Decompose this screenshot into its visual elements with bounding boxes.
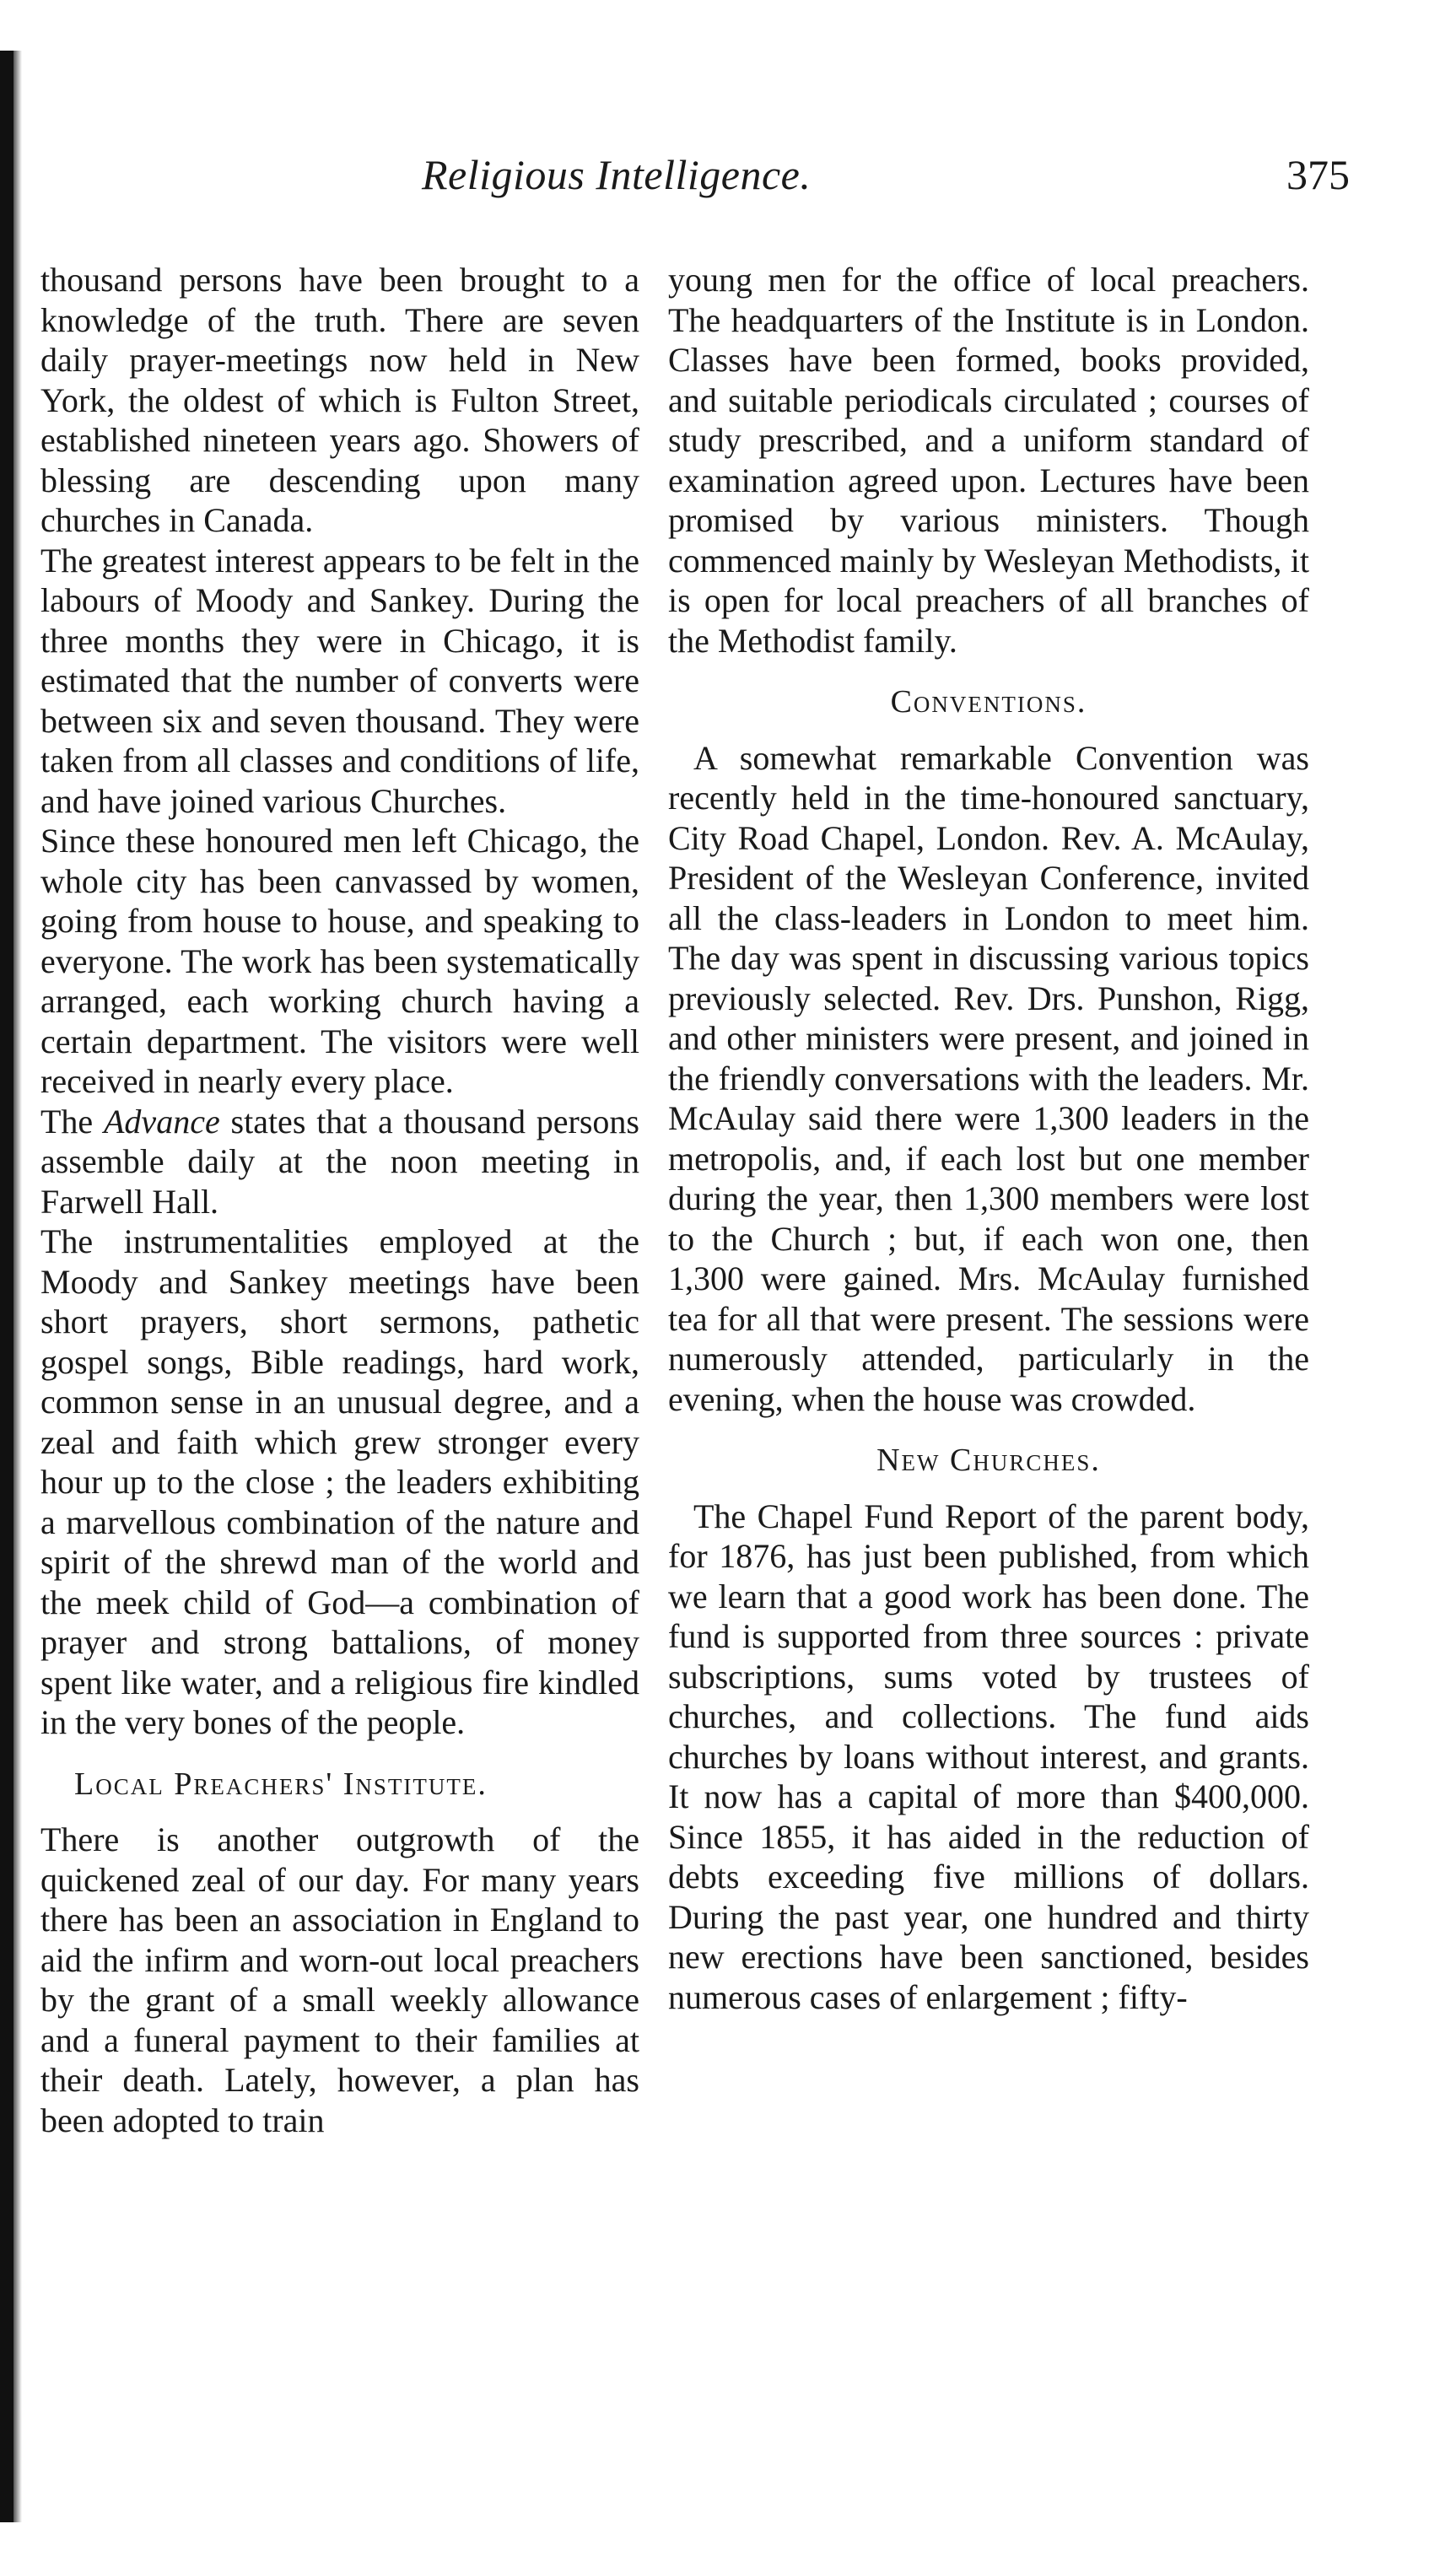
left-paragraph-6: There is another outgrowth of the quickened zeal of our day. For many years there has been an association in England to aid the infirm and worn-out local preachers by the grant of a small weekly allowance and a funeral payment to their families at their death. Lately, however, a plan has been adopted to train bbox=[40, 1820, 639, 2139]
right-paragraph-2: A somewhat remarkable Convention was recently held in the time-honoured sanctuary, City Road Chapel, London. Rev. A. McAulay, President of the Wesleyan Conference, invited all the class-leaders in London to meet him. The day was spent in discussing various topics previously selected. Rev. Drs. Punshon, Rigg, and other ministers were present, and joined in the friendly conversations with the leaders. Mr. McAulay said there were 1,300 leaders in the metropolis, and, if each lost but one member during the year, then 1,300 members were lost to the Church ; but, if each won one, then 1,300 were gained. Mrs. McAulay furnished tea for all that were present. The sessions were numerously attended, particularly in the evening, when the house was crowded. bbox=[668, 738, 1309, 1418]
section-heading-local-preachers: Local Preachers' Institute. bbox=[74, 1766, 488, 1802]
spine-gradient bbox=[13, 51, 22, 2522]
page-header bbox=[34, 150, 1350, 209]
page-number: 375 bbox=[1286, 151, 1350, 198]
left-paragraph-2: The greatest interest appears to be felt in the labours of Moody and Sankey. During the three months they were in Chicago, it is estimated that the number of converts were between six and seven thousand. They were taken from all classes and conditions of life, and have joined various Churches. bbox=[40, 541, 639, 820]
left-column bbox=[40, 260, 639, 2140]
section-heading-conventions: Conventions. bbox=[890, 684, 1087, 720]
left-paragraph-4 bbox=[40, 1102, 639, 1222]
book-spine-shadow bbox=[0, 51, 13, 2522]
right-paragraph-3: The Chapel Fund Report of the parent body, for 1876, has just been published, from which we learn that a good work has been done. The fund is supported from three sources : private subscriptions, sums voted by trustees of churches, and collections. The fund aids churches by loans without interest, and grants. It now has a capital of more than $400,000. Since 1855, it has aided in the reduction of debts exceeding five millions of dollars. During the past year, one hundred and thirty new erections have been sanctioned, besides numerous cases of enlargement ; fifty- bbox=[668, 1497, 1309, 2016]
running-title: Religious Intelligence. bbox=[422, 151, 812, 198]
advance-title: Advance bbox=[104, 1102, 220, 1141]
left-paragraph-3: Since these honoured men left Chicago, the whole city has been canvassed by women, going from house to house, and speaking to everyone. The work has been systematically arranged, each working church having a certain department. The visitors were well received in nearly every place. bbox=[40, 822, 639, 1100]
right-column bbox=[668, 260, 1309, 2017]
left-paragraph-5: The instrumentalities employed at the Moody and Sankey meetings have been short prayers, short sermons, pathetic gospel songs, Bible readings, hard work, common sense in an unusual degree, and a zeal and faith which grew stronger every hour up to the close ; the leaders exhibiting a marvellous combination of the nature and spirit of the shrewd man of the world and the meek child of God—a combination of prayer and strong battalions, of money spent like water, and a religious fire kindled in the very bones of the people. bbox=[40, 1222, 639, 1741]
advance-before: The bbox=[40, 1102, 104, 1141]
right-paragraph-1: young men for the office of local preachers. The headquarters of the Institute is in London. Classes have been formed, books provided, and suitable periodicals circulated ; courses of study prescribed, and a uniform standard of examination agreed upon. Lectures have been promised by various ministers. Though commenced mainly by Wesleyan Methodists, it is open for local preachers of all branches of the Methodist family. bbox=[668, 261, 1309, 660]
advance-after: states that a thousand persons assemble daily at the noon meeting in Farwell Hall. bbox=[40, 1102, 639, 1221]
section-heading-new-churches: New Churches. bbox=[876, 1443, 1101, 1478]
left-paragraph-1: thousand persons have been brought to a knowledge of the truth. There are seven daily prayer-meetings now held in New York, the oldest of which is Fulton Street, established nineteen years ago. Showers of blessing are descending upon many churches in Canada. bbox=[40, 261, 639, 539]
